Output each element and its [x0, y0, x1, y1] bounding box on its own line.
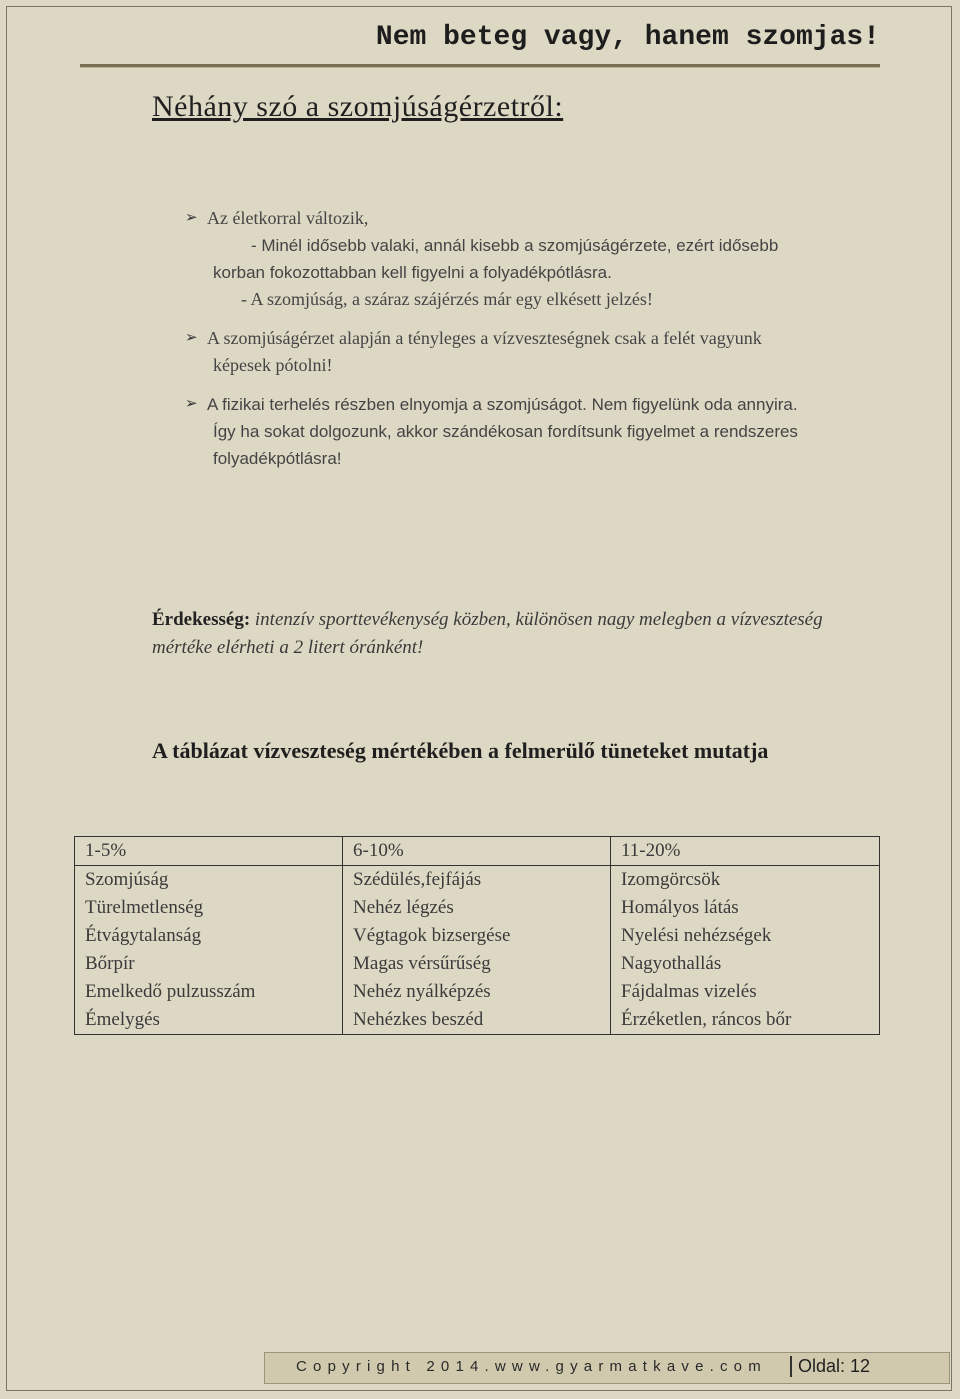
table-cell: Emelkedő pulzusszám — [75, 978, 343, 1006]
bullet-subline: - Minél idősebb valaki, annál kisebb a szomjúságérzete, ezért idősebb — [251, 236, 779, 255]
arrow-bullet-icon: ➢ — [185, 330, 198, 346]
footer-copyright: Copyright 2014.www.gyarmatkave.com — [296, 1358, 767, 1375]
fun-fact-text: intenzív sporttevékenység közben, különösen nagy melegben a vízveszteség mértéke elérheti a 2 litert óránként! — [152, 609, 823, 658]
arrow-bullet-icon: ➢ — [185, 396, 198, 412]
table-header-cell: 1-5% — [75, 837, 343, 866]
bullet-item-physical-load — [185, 391, 885, 472]
table-cell: Szomjúság — [75, 866, 343, 895]
bullet-item-thirst-sense — [185, 325, 885, 379]
header-title: Nem beteg vagy, hanem szomjas! — [375, 22, 880, 53]
arrow-bullet-icon: ➢ — [185, 210, 198, 226]
table-cell: Nehéz nyálképzés — [343, 978, 611, 1006]
table-cell: Magas vérsűrűség — [343, 950, 611, 978]
symptoms-table — [74, 836, 880, 1035]
table-cell: Homályos látás — [611, 894, 880, 922]
table-cell: Izomgörcsök — [611, 866, 880, 895]
table-cell: Étvágytalanság — [75, 922, 343, 950]
table-cell: Fájdalmas vizelés — [611, 978, 880, 1006]
table-cell: Nagyothallás — [611, 950, 880, 978]
table-cell: Szédülés,fejfájás — [343, 866, 611, 895]
bullet-item-age — [185, 205, 885, 313]
table-header-cell: 6-10% — [343, 837, 611, 866]
bullet-list — [185, 205, 885, 472]
table-header-row — [75, 837, 880, 866]
fun-fact-label: Érdekesség: — [152, 609, 251, 630]
bullet-text: A szomjúságérzet alapján a tényleges a vízveszteségnek csak a felét vagyunk — [207, 328, 762, 348]
bullet-continuation: korban fokozottabban kell figyelni a folyadékpótlásra. — [213, 263, 612, 282]
bullet-continuation: folyadékpótlásra! — [213, 449, 342, 468]
table-cell: Émelygés — [75, 1006, 343, 1035]
fun-fact-paragraph — [152, 606, 832, 662]
bullet-continuation: Így ha sokat dolgozunk, akkor szándékosan fordítsunk figyelmet a rendszeres — [213, 422, 798, 441]
table-cell: Bőrpír — [75, 950, 343, 978]
table-cell: Végtagok bizsergése — [343, 922, 611, 950]
table-row — [75, 922, 880, 950]
header-divider — [80, 64, 880, 68]
section-title: Néhány szó a szomjúságérzetről: — [152, 90, 564, 123]
bullet-text: Az életkorral változik, — [207, 208, 369, 228]
page-number: Oldal: 12 — [790, 1356, 870, 1377]
bullet-continuation: képesek pótolni! — [213, 355, 333, 375]
table-header-cell: 11-20% — [611, 837, 880, 866]
table-row — [75, 978, 880, 1006]
table-cell: Türelmetlenség — [75, 894, 343, 922]
bullet-subline: - A szomjúság, a száraz szájérzés már egy elkésett jelzés! — [241, 289, 653, 309]
table-cell: Nehéz légzés — [343, 894, 611, 922]
table-title: A táblázat vízveszteség mértékében a felmerülő tüneteket mutatja — [152, 738, 769, 763]
table-row — [75, 866, 880, 895]
table-row — [75, 894, 880, 922]
table-cell: Érzéketlen, ráncos bőr — [611, 1006, 880, 1035]
table-row — [75, 1006, 880, 1035]
bullet-text: A fizikai terhelés részben elnyomja a szomjúságot. Nem figyelünk oda annyira. — [207, 395, 798, 414]
table-row — [75, 950, 880, 978]
table-cell: Nyelési nehézségek — [611, 922, 880, 950]
table-cell: Nehézkes beszéd — [343, 1006, 611, 1035]
